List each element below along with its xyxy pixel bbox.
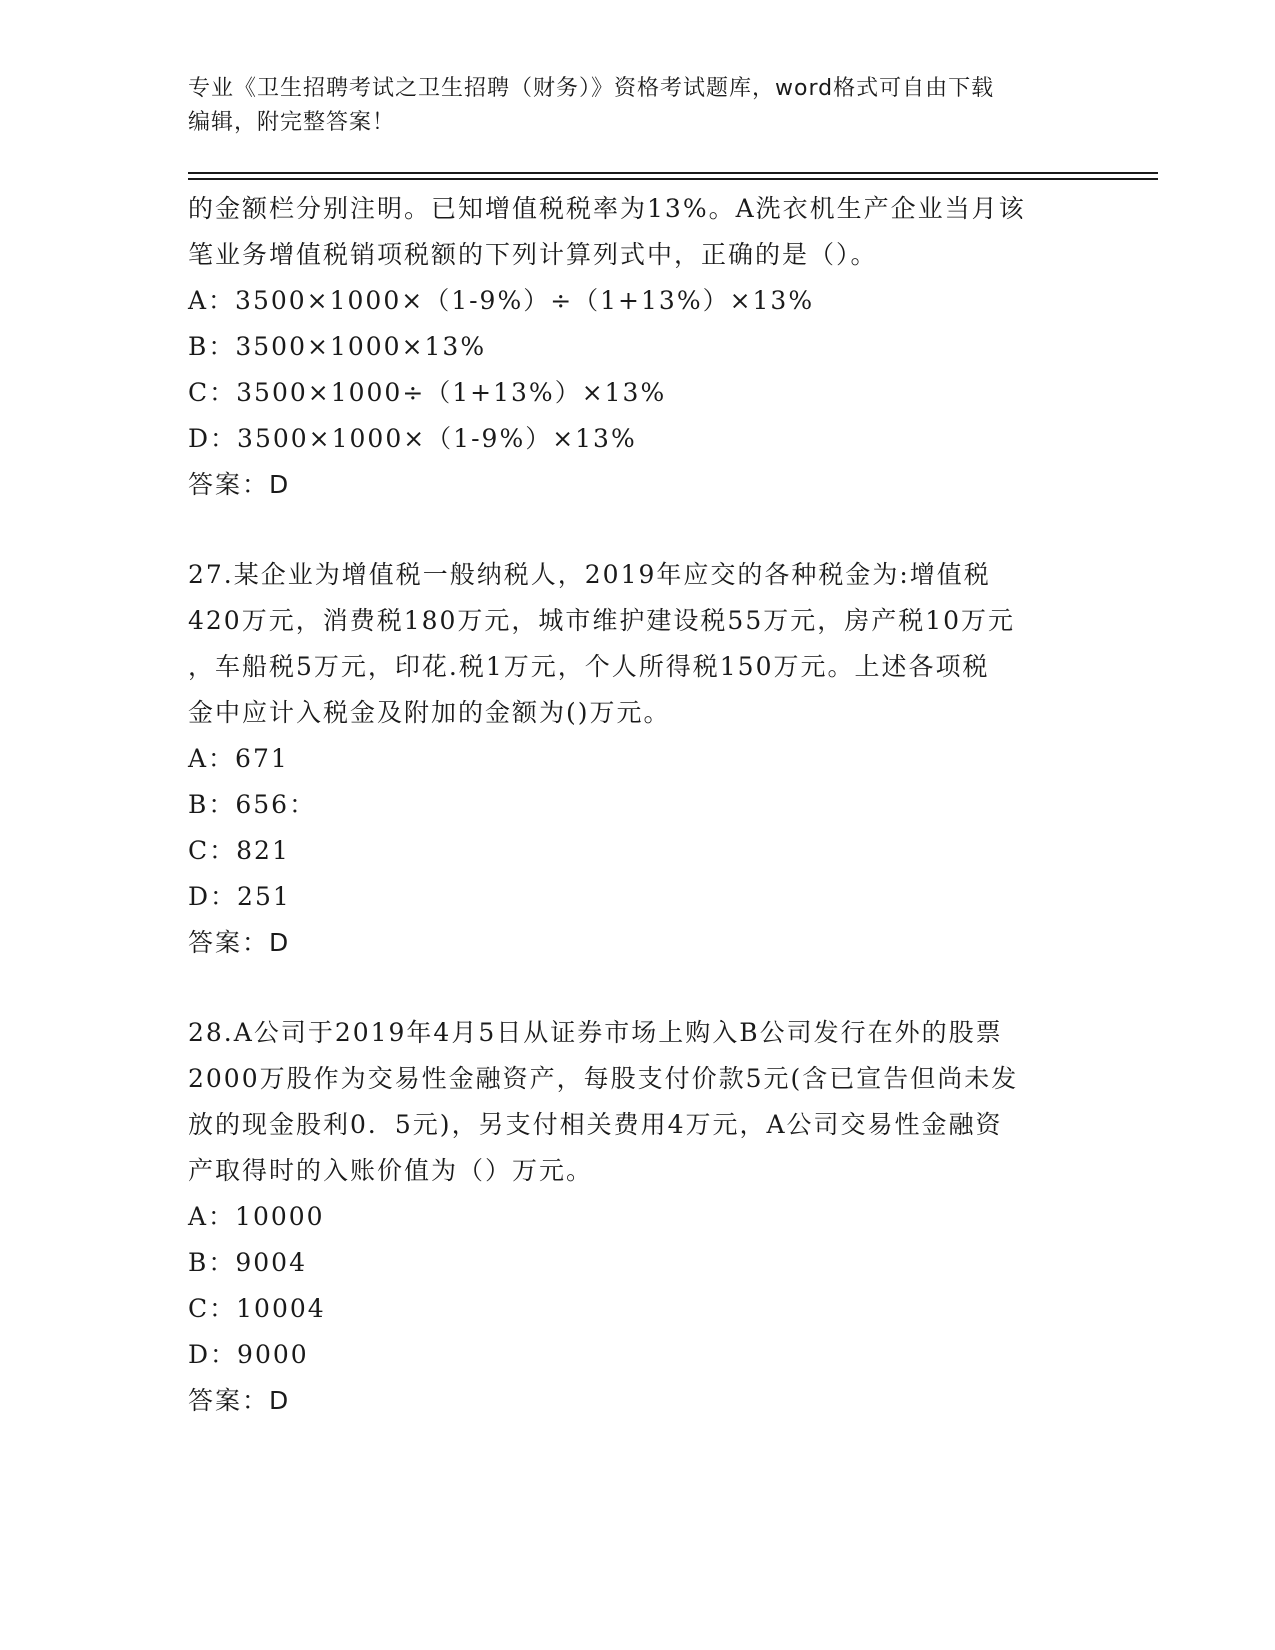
question-27 [188, 552, 1088, 966]
option-a: A：3500×1000×（1-9%）÷（1+13%）×13% [188, 286, 815, 315]
option-c: C：3500×1000÷（1+13%）×13% [188, 378, 667, 407]
question-text-line: 27.某企业为增值税一般纳税人，2019年应交的各种税金为:增值税 [188, 560, 991, 589]
header-line-1: 专业《卫生招聘考试之卫生招聘（财务）》资格考试题库，word格式可自由下载 [188, 76, 995, 101]
option-c: C：821 [188, 836, 290, 865]
question-text-line: 产取得时的入账价值为（）万元。 [188, 1156, 594, 1185]
option-b: B：3500×1000×13% [188, 332, 487, 361]
option-d: D：9000 [188, 1340, 309, 1369]
header-rule-top [188, 172, 1158, 174]
option-a: A：671 [188, 744, 289, 773]
question-text-line: 放的现金股利0．5元)，另支付相关费用4万元，A公司交易性金融资 [188, 1110, 1003, 1139]
answer: 答案：D [188, 1386, 291, 1415]
option-c: C：10004 [188, 1294, 326, 1323]
question-text-line: 420万元，消费税180万元，城市维护建设税55万元，房产税10万元 [188, 606, 1016, 635]
option-a: A：10000 [188, 1202, 325, 1231]
question-26 [188, 186, 1088, 508]
option-b: B：656： [188, 790, 317, 819]
option-d: D：3500×1000×（1-9%）×13% [188, 424, 637, 453]
document-body [188, 186, 1088, 1424]
question-text-line: 2000万股作为交易性金融资产，每股支付价款5元(含已宣告但尚未发 [188, 1064, 1019, 1093]
answer: 答案：D [188, 470, 291, 499]
question-text-line: 28.A公司于2019年4月5日从证券市场上购入B公司发行在外的股票 [188, 1018, 1003, 1047]
question-text-line: 笔业务增值税销项税额的下列计算列式中，正确的是（）。 [188, 240, 878, 269]
question-28 [188, 1010, 1088, 1424]
answer: 答案：D [188, 928, 291, 957]
question-text-line: ，车船税5万元，印花.税1万元，个人所得税150万元。上述各项税 [188, 652, 990, 681]
option-d: D：251 [188, 882, 291, 911]
option-b: B：9004 [188, 1248, 307, 1277]
question-text-line: 的金额栏分别注明。已知增值税税率为13%。A洗衣机生产企业当月该 [188, 194, 1026, 223]
header-line-2: 编辑，附完整答案！ [188, 110, 396, 135]
header-rule-bottom [188, 178, 1158, 180]
question-text-line: 金中应计入税金及附加的金额为()万元。 [188, 698, 671, 727]
document-header [188, 72, 1068, 140]
